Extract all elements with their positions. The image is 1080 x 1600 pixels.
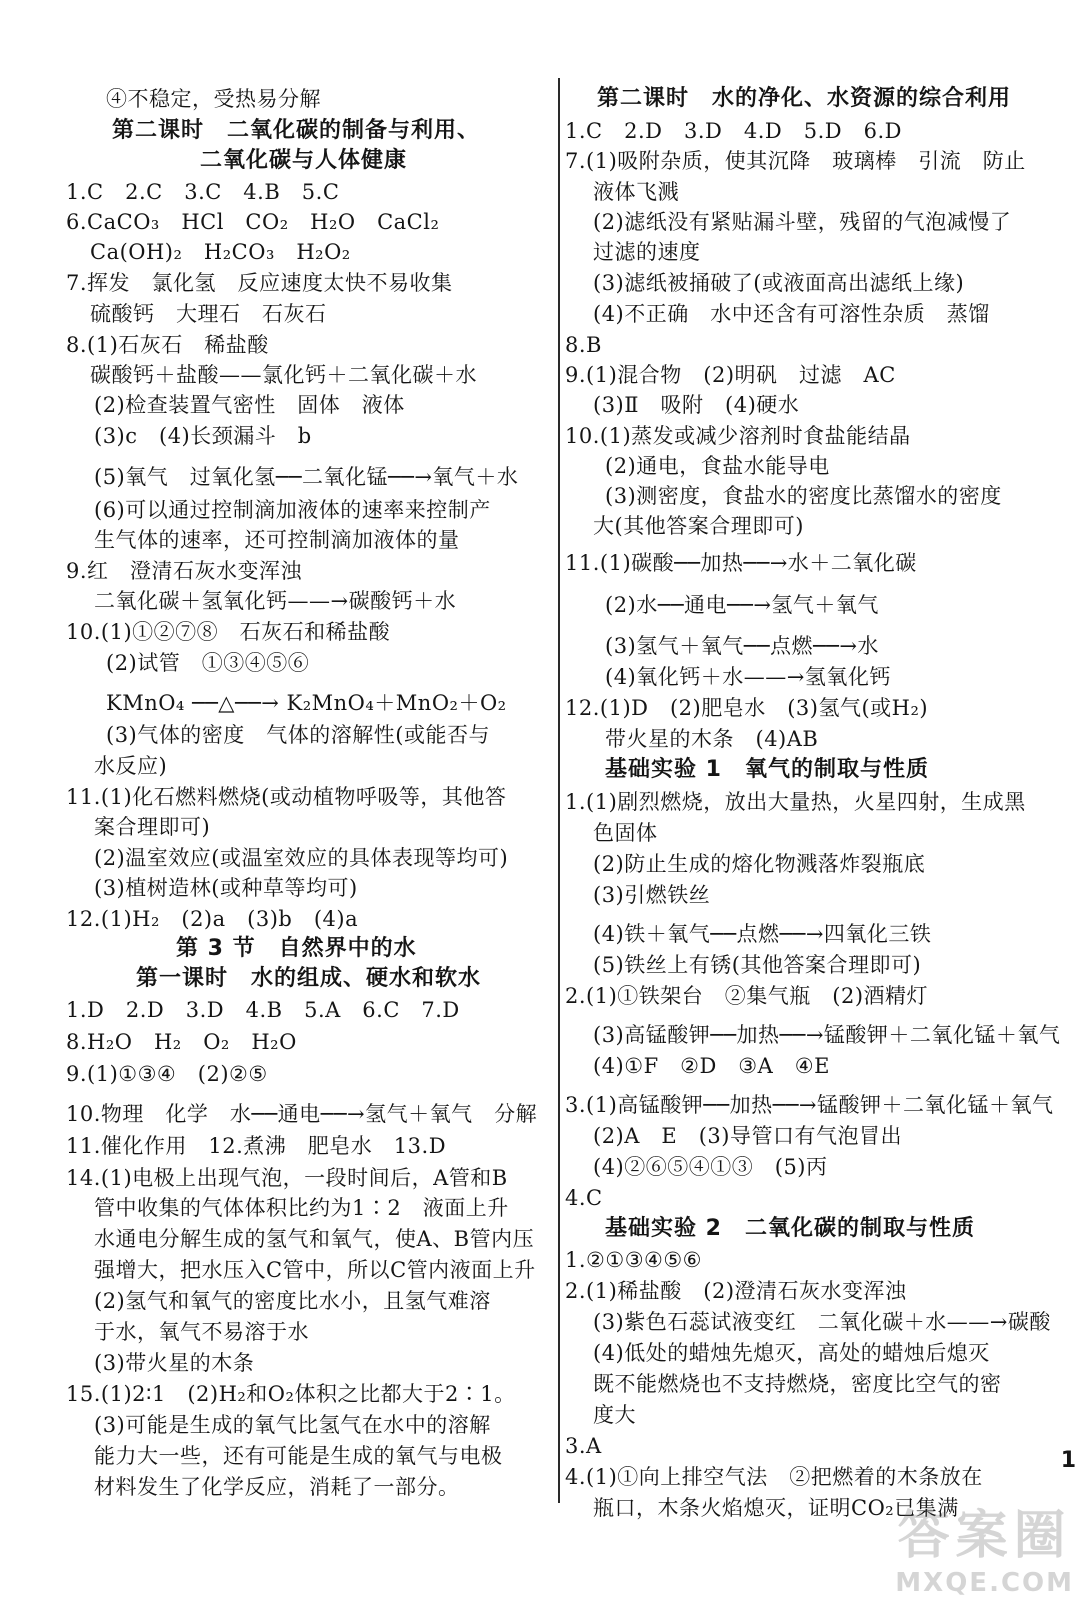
answer-line: 硫酸钙 大理石 石灰石 (90, 302, 327, 326)
answer-line: 8.(1)石灰石 稀盐酸 (66, 333, 269, 357)
answer-line: 材料发生了化学反应，消耗了一部分。 (94, 1475, 460, 1499)
answer-line: 7.挥发 氯化氢 反应速度太快不易收集 (66, 271, 453, 295)
answer-line: (2)防止生成的熔化物溅落炸裂瓶底 (593, 852, 926, 876)
answer-line: (5)氧气 过氧化氢──二氧化锰──→氧气＋水 (94, 465, 519, 489)
answer-line: ④不稳定，受热易分解 (106, 87, 321, 111)
answer-line: (4)①F ②D ③A ④E (593, 1054, 830, 1078)
answer-line: 4.(1)①向上排空气法 ②把燃着的木条放在 (565, 1465, 983, 1489)
section-heading: 第二课时 二氧化碳的制备与利用、 (112, 118, 481, 143)
answer-line: (6)可以通过控制滴加液体的速率来控制产 (94, 498, 491, 522)
answer-line: 度大 (593, 1403, 636, 1427)
answer-line: 2.(1)稀盐酸 (2)澄清石灰水变浑浊 (565, 1279, 907, 1303)
answer-line: 4.C (565, 1186, 603, 1210)
answer-line: 大(其他答案合理即可) (593, 514, 804, 538)
column-divider (558, 78, 560, 1503)
answer-line: (2)A E (3)导管口有气泡冒出 (593, 1124, 902, 1148)
answer-line: 1.(1)剧烈燃烧，放出大量热，火星四射，生成黑 (565, 790, 1026, 814)
answer-line: 9.红 澄清石灰水变浑浊 (66, 559, 303, 583)
answer-line: Ca(OH)₂ H₂CO₃ H₂O₂ (90, 240, 351, 264)
answer-line: 强增大，把水压入C管中，所以C管内液面上升 (94, 1258, 536, 1282)
answer-line: (4)铁＋氧气──点燃──→四氧化三铁 (593, 922, 932, 946)
section-heading: 二氧化碳与人体健康 (200, 148, 408, 173)
answer-line: (4)不正确 水中还含有可溶性杂质 蒸馏 (593, 302, 990, 326)
answer-line: 10.(1)蒸发或减少溶剂时食盐能结晶 (565, 424, 911, 448)
watermark (895, 1493, 1074, 1598)
answer-line: 10.(1)①②⑦⑧ 石灰石和稀盐酸 (66, 620, 391, 644)
answer-line: (2)氢气和氧气的密度比水小，且氢气难溶 (94, 1289, 491, 1313)
answer-line: (2)温室效应(或温室效应的具体表现等均可) (94, 846, 509, 870)
answer-line: 11.(1)化石燃料燃烧(或动植物呼吸等，其他答 (66, 785, 507, 809)
answer-line: (2)通电，食盐水能导电 (605, 454, 830, 478)
answer-line: 3.A (565, 1434, 602, 1458)
answer-line: 1.②①③④⑤⑥ (565, 1248, 702, 1272)
answer-line: 瓶口，木条火焰熄灭，证明CO₂已集满 (593, 1496, 959, 1520)
answer-line: (3)氢气＋氧气──点燃──→水 (605, 634, 879, 658)
answer-line: 3.(1)高锰酸钾──加热──→锰酸钾＋二氧化锰＋氧气 (565, 1093, 1054, 1117)
answer-line: 9.(1)混合物 (2)明矾 过滤 AC (565, 363, 896, 387)
answer-line: 1.C 2.D 3.D 4.D 5.D 6.D (565, 119, 902, 143)
section-heading: 第二课时 水的净化、水资源的综合利用 (597, 86, 1012, 111)
section-heading: 基础实验 2 二氧化碳的制取与性质 (605, 1216, 975, 1241)
answer-line: 水反应) (94, 754, 168, 778)
answer-line: KMnO₄ ──△──→ K₂MnO₄＋MnO₂＋O₂ (106, 691, 507, 715)
answer-line: 11.催化作用 12.煮沸 肥皂水 13.D (66, 1134, 447, 1158)
answer-line: 7.(1)吸附杂质，使其沉降 玻璃棒 引流 防止 (565, 149, 1026, 173)
answer-line: 能力大一些，还有可能是生成的氧气与电极 (94, 1444, 503, 1468)
answer-line: (3)Ⅱ 吸附 (4)硬水 (593, 393, 800, 417)
section-heading: 第一课时 水的组成、硬水和软水 (136, 966, 482, 991)
watermark-url: MXQE.COM (895, 1568, 1074, 1598)
answer-line: (4)②⑥⑤④①③ (5)丙 (593, 1155, 828, 1179)
answer-line: (3)气体的密度 气体的溶解性(或能否与 (106, 723, 490, 747)
answer-line: 12.(1)H₂ (2)a (3)b (4)a (66, 907, 359, 931)
answer-line: (3)引燃铁丝 (593, 883, 711, 907)
answer-line: (5)铁丝上有锈(其他答案合理即可) (593, 953, 922, 977)
answer-line: (2)检查装置气密性 固体 液体 (94, 393, 405, 417)
answer-line: 2.(1)①铁架台 ②集气瓶 (2)酒精灯 (565, 984, 929, 1008)
answer-line: 色固体 (593, 821, 658, 845)
answer-line: 水通电分解生成的氢气和氧气，使A、B管内压 (94, 1227, 535, 1251)
answer-line: 10.物理 化学 水──通电──→氢气＋氧气 分解 (66, 1102, 538, 1126)
answer-line: (2)试管 ①③④⑤⑥ (106, 651, 310, 675)
answer-line: (3)滤纸被捅破了(或液面高出滤纸上缘) (593, 271, 965, 295)
answer-line: 过滤的速度 (593, 240, 701, 264)
answer-line: (2)滤纸没有紧贴漏斗壁，残留的气泡减慢了 (593, 210, 1012, 234)
answer-line: 6.CaCO₃ HCl CO₂ H₂O CaCl₂ (66, 210, 440, 234)
answer-line: 1.D 2.D 3.D 4.B 5.A 6.C 7.D (66, 998, 460, 1022)
answer-line: 案合理即可) (94, 815, 211, 839)
answer-line: 管中收集的气体体积比约为1∶2 液面上升 (94, 1196, 509, 1220)
answer-line: 9.(1)①③④ (2)②⑤ (66, 1062, 268, 1086)
answer-line: (3)紫色石蕊试液变红 二氧化碳＋水——→碳酸 (593, 1310, 1051, 1334)
answer-line: 12.(1)D (2)肥皂水 (3)氢气(或H₂) (565, 696, 929, 720)
answer-line: 8.H₂O H₂ O₂ H₂O (66, 1030, 297, 1054)
answer-line: 于水，氧气不易溶于水 (94, 1320, 309, 1344)
watermark-logo: 答案圈 (897, 1506, 1072, 1566)
answer-line: (3)高锰酸钾──加热──→锰酸钾＋二氧化锰＋氧气 (593, 1023, 1061, 1047)
section-heading: 基础实验 1 氧气的制取与性质 (605, 757, 929, 782)
answer-line: (3)可能是生成的氧气比氢气在水中的溶解 (94, 1413, 491, 1437)
answer-line: (3)测密度，食盐水的密度比蒸馏水的密度 (605, 484, 1002, 508)
answer-line: 11.(1)碳酸──加热──→水＋二氧化碳 (565, 551, 917, 575)
answer-line: 液体飞溅 (593, 180, 679, 204)
section-heading: 第 3 节 自然界中的水 (176, 936, 417, 961)
answer-line: 8.B (565, 333, 602, 357)
answer-line: 15.(1)2∶1 (2)H₂和O₂体积之比都大于2∶1。 (66, 1382, 516, 1406)
answer-line: 既不能燃烧也不支持燃烧，密度比空气的密 (593, 1372, 1002, 1396)
answer-line: (3)c (4)长颈漏斗 b (94, 424, 312, 448)
answer-line: 生气体的速率，还可控制滴加液体的量 (94, 528, 460, 552)
answer-line: (4)氧化钙＋水——→氢氧化钙 (605, 665, 891, 689)
answer-line: 碳酸钙＋盐酸——氯化钙＋二氧化碳＋水 (90, 363, 477, 387)
answer-line: (2)水──通电──→氢气＋氧气 (605, 593, 879, 617)
answer-line: 带火星的木条 (4)AB (605, 727, 819, 751)
answer-line: 1.C 2.C 3.C 4.B 5.C (66, 180, 340, 204)
page-number: 1 (1060, 1448, 1076, 1473)
answer-line: (3)带火星的木条 (94, 1351, 255, 1375)
answer-line: 二氧化碳＋氢氧化钙——→碳酸钙＋水 (94, 589, 457, 613)
answer-line: (3)植树造林(或种草等均可) (94, 876, 358, 900)
answer-line: (4)低处的蜡烛先熄灭，高处的蜡烛后熄灭 (593, 1341, 990, 1365)
answer-line: 14.(1)电极上出现气泡，一段时间后，A管和B (66, 1166, 508, 1190)
